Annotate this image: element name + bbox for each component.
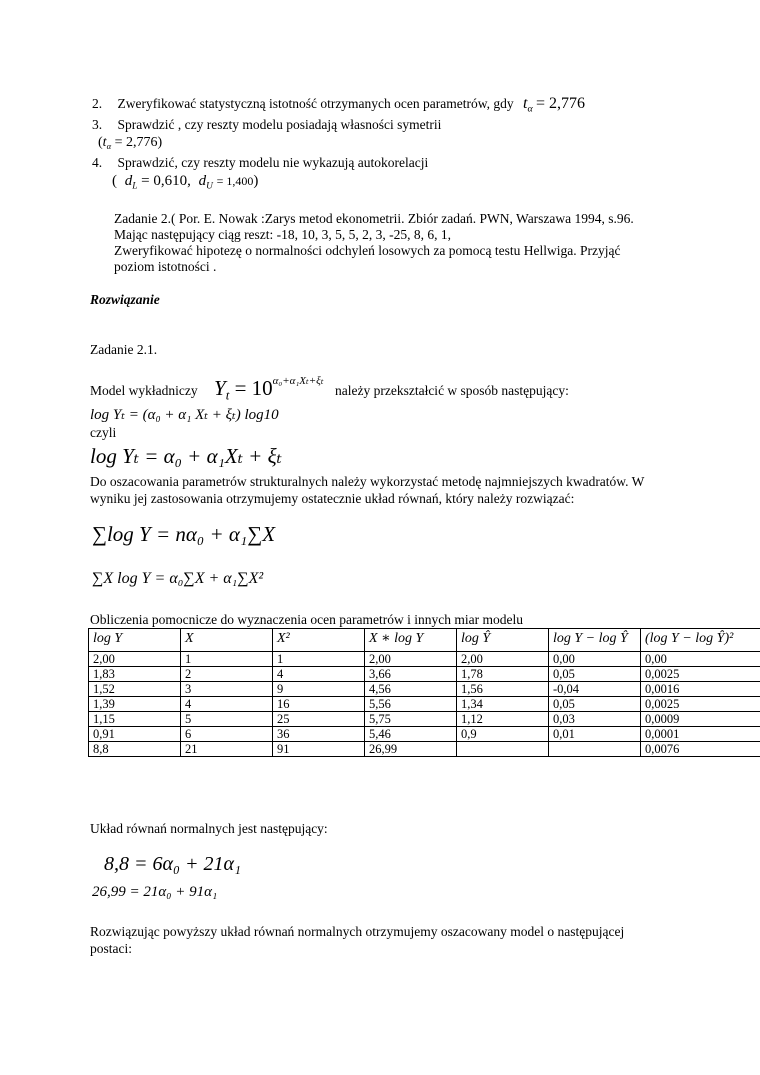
ols-paragraph	[90, 473, 644, 507]
table-cell	[457, 742, 549, 757]
task-text: Sprawdzić, czy reszty modelu nie wykazują autokorelacji	[117, 155, 429, 170]
table-cell: 8,8	[89, 742, 181, 757]
t-alpha-value: = 2,776	[536, 95, 586, 112]
normal-equation-1: ∑log Y = nα₀ + α₁∑X	[92, 522, 276, 546]
table-cell: 0,05	[549, 667, 641, 682]
table-cell: 1,56	[457, 682, 549, 697]
task-item-4-params: ( $d_L = 0,610$, $d_U = 1,400$)	[112, 173, 259, 192]
table-cell: 0,0076	[641, 742, 760, 757]
table-cell: 5,46	[365, 727, 457, 742]
t-alpha-symbol: $t_\alpha$	[523, 95, 533, 115]
table-cell: 2	[181, 667, 273, 682]
table-cell: 1,34	[457, 697, 549, 712]
table-cell: 91	[273, 742, 365, 757]
table-cell: 9	[273, 682, 365, 697]
table-cell: 3	[181, 682, 273, 697]
table-cell: 0,0009	[641, 712, 760, 727]
normal-system-intro: Układ równań normalnych jest następujący:	[90, 821, 328, 836]
ols-line: Do oszacowania parametrów strukturalnych należy wykorzystać metodę najmniejszych kwadratów. W	[90, 474, 645, 489]
solution-heading: Rozwiązanie	[90, 292, 160, 307]
zadanie-2-2-line: Zweryfikować hipotezę o normalności odchyleń losowych za pomocą testu Hellwiga. Przyjąć	[114, 243, 621, 258]
normal-system-equation-2: 26,99 = 21α₀ + 91α₁	[92, 884, 218, 900]
table-cell: 0,05	[549, 697, 641, 712]
table-cell: 0,9	[457, 727, 549, 742]
table-cell: 1	[181, 652, 273, 667]
table-cell: 16	[273, 697, 365, 712]
table-cell: -0,04	[549, 682, 641, 697]
table-header-cell: log Y	[89, 629, 181, 652]
closing-line: postaci:	[90, 941, 132, 956]
task-item-3-param: $(t_\alpha = 2,776)$	[98, 135, 163, 152]
model-text-after: należy przekształcić w sposób następujący:	[335, 383, 569, 398]
table-cell: 2,00	[89, 652, 181, 667]
table-cell: 0,00	[641, 652, 760, 667]
table-header-cell: X²	[273, 629, 365, 652]
table-cell: 6	[181, 727, 273, 742]
table-cell: 1,83	[89, 667, 181, 682]
table-header-row	[89, 629, 760, 652]
table-header-cell: X ∗ log Y	[365, 629, 457, 652]
table-cell: 5	[181, 712, 273, 727]
zadanie-2-2-line: poziom istotności .	[114, 259, 217, 274]
model-text-before: Model wykładniczy	[90, 383, 198, 398]
table-cell: 0,01	[549, 727, 641, 742]
table-cell: 25	[273, 712, 365, 727]
task-item-3	[92, 117, 441, 133]
table-cell: 3,66	[365, 667, 457, 682]
table-cell: 0,91	[89, 727, 181, 742]
table-header-cell: (log Y − log Ŷ)²	[641, 629, 760, 652]
table-row	[89, 652, 760, 667]
table-cell: 5,75	[365, 712, 457, 727]
log-model-formula: log Yₜ = α₀ + α₁Xₜ + ξₜ	[90, 444, 282, 468]
model-formula: $Y_t = 10^{\alpha_0+\alpha_1X_t+\xi_t}$	[214, 375, 324, 403]
table-cell	[549, 742, 641, 757]
table-cell: 26,99	[365, 742, 457, 757]
task-number: 4.	[92, 155, 103, 170]
task-item-2	[92, 95, 585, 114]
section-title: Zadanie 2.1.	[90, 342, 158, 357]
task-text: Sprawdzić , czy reszty modelu posiadają własności symetrii	[117, 117, 442, 132]
table-cell: 2,00	[365, 652, 457, 667]
table-header-cell: X	[181, 629, 273, 652]
normal-system-equation-1: 8,8 = 6α₀ + 21α₁	[104, 853, 241, 875]
table-row	[89, 712, 760, 727]
table-cell: 0,0025	[641, 667, 760, 682]
table-cell: 0,0001	[641, 727, 760, 742]
table-cell: 1,39	[89, 697, 181, 712]
table-cell: 0,0016	[641, 682, 760, 697]
table-cell: 0,00	[549, 652, 641, 667]
table-cell: 0,0025	[641, 697, 760, 712]
table-row	[89, 682, 760, 697]
calculation-table	[88, 628, 760, 757]
table-cell: 1	[273, 652, 365, 667]
table-caption: Obliczenia pomocnicze do wyznaczenia ocen parametrów i innych miar modelu	[90, 612, 523, 627]
table-cell: 4	[273, 667, 365, 682]
table-cell: 36	[273, 727, 365, 742]
table-cell: 21	[181, 742, 273, 757]
table-cell: 2,00	[457, 652, 549, 667]
closing-paragraph	[90, 923, 624, 957]
table-cell: 0,03	[549, 712, 641, 727]
czyli-label: czyli	[90, 425, 117, 440]
table-header-cell: log Ŷ	[457, 629, 549, 652]
closing-line: Rozwiązując powyższy układ równań normalnych otrzymujemy oszacowany model o następującej	[90, 924, 625, 939]
table-header-cell: log Y − log Ŷ	[549, 629, 641, 652]
table-cell: 4,56	[365, 682, 457, 697]
ols-line: wyniku jej zastosowania otrzymujemy ostatecznie układ równań, który należy rozwiązać:	[90, 491, 575, 506]
task-item-4	[92, 155, 428, 171]
normal-equation-2: ∑X log Y = α₀∑X + α₁∑X²	[92, 570, 264, 587]
table-cell: 5,56	[365, 697, 457, 712]
table-cell: 1,15	[89, 712, 181, 727]
table-total-row	[89, 742, 760, 757]
table-row	[89, 697, 760, 712]
table-cell: 1,52	[89, 682, 181, 697]
table-cell: 1,78	[457, 667, 549, 682]
zadanie-2-2-line: Mając następujący ciąg reszt: -18, 10, 3, 5, 5, 2, 3, -25, 8, 6, 1,	[114, 227, 452, 242]
task-number: 3.	[92, 117, 103, 132]
task-text: Zweryfikować statystyczną istotność otrzymanych ocen parametrów, gdy	[117, 96, 514, 111]
table-cell: 4	[181, 697, 273, 712]
table-row	[89, 667, 760, 682]
zadanie-2-2-line: Zadanie 2.( Por. E. Nowak :Zarys metod ekonometrii. Zbiór zadań. PWN, Warszawa 1994, s.96.	[114, 211, 634, 226]
table-cell: 1,12	[457, 712, 549, 727]
table-row	[89, 727, 760, 742]
task-number: 2.	[92, 96, 103, 111]
log-transform-line: log Yₜ = (α₀ + α₁ Xₜ + ξₜ) log10	[90, 407, 279, 423]
zadanie-2-2-paragraph	[114, 211, 634, 275]
